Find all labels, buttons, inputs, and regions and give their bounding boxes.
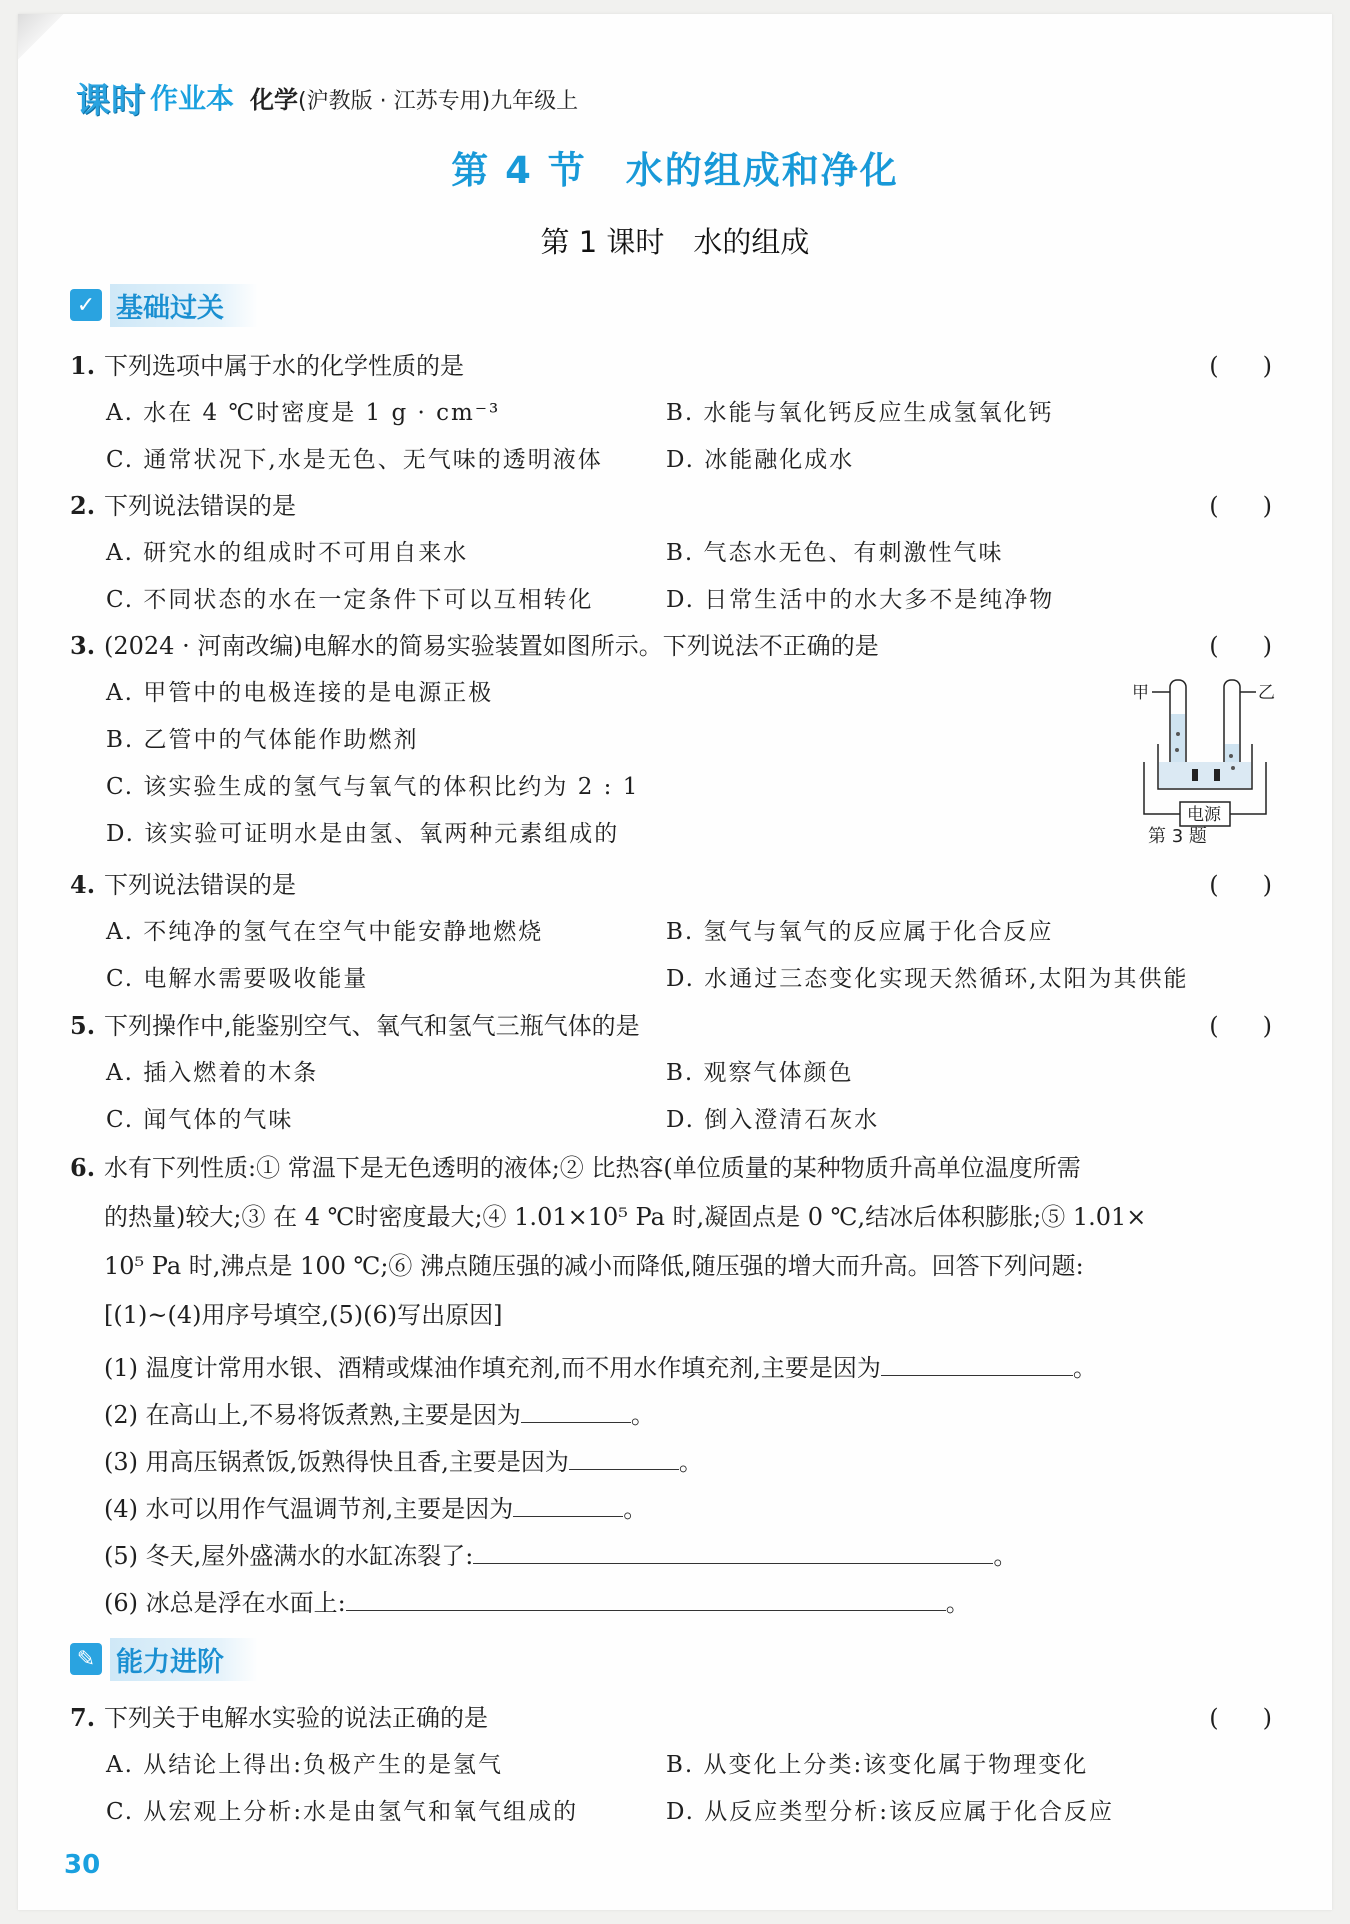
option-d[interactable]: D. 倒入澄清石灰水	[666, 1107, 880, 1133]
answer-blank[interactable]	[569, 1445, 679, 1470]
figure-label-right: 乙	[1258, 683, 1275, 703]
answer-paren[interactable]: ( )	[1209, 352, 1282, 380]
option-c[interactable]: C. 闻气体的气味	[106, 1107, 294, 1133]
option-c[interactable]: C. 不同状态的水在一定条件下可以互相转化	[106, 587, 594, 613]
logo-keshi: 课时	[76, 80, 146, 121]
subquestion-5: (5) 冬天,屋外盛满水的水缸冻裂了: 。	[104, 1539, 1017, 1571]
option-b[interactable]: B. 观察气体颜色	[666, 1060, 854, 1086]
answer-paren[interactable]: ( )	[1209, 1704, 1282, 1732]
section-basic-label: 基础过关	[110, 284, 258, 327]
option-a[interactable]: A. 不纯净的氢气在空气中能安静地燃烧	[106, 919, 544, 945]
question-1-stem: 1. 下列选项中属于水的化学性质的是	[70, 351, 464, 380]
answer-paren[interactable]: ( )	[1209, 492, 1282, 520]
option-d[interactable]: D. 水通过三态变化实现天然循环,太阳为其供能	[666, 966, 1189, 992]
option-a[interactable]: A. 研究水的组成时不可用自来水	[106, 540, 469, 566]
figure-label-left: 甲	[1132, 683, 1149, 703]
pencil-icon: ✎	[70, 1643, 102, 1675]
page-number: 30	[64, 1850, 101, 1880]
answer-blank[interactable]	[473, 1539, 993, 1564]
edition-label: (沪教版 · 江苏专用)九年级上	[298, 88, 579, 114]
logo-zuoyeben: 作业本	[150, 82, 235, 115]
option-c[interactable]: C. 电解水需要吸收能量	[106, 966, 369, 992]
option-a[interactable]: A. 甲管中的电极连接的是电源正极	[106, 680, 494, 706]
question-6-line-3: 10⁵ Pa 时,沸点是 100 ℃;⑥ 沸点随压强的减小而降低,随压强的增大而升高。回答下列问题:	[104, 1252, 1084, 1280]
question-5-stem: 5. 下列操作中,能鉴别空气、氧气和氢气三瓶气体的是	[70, 1011, 640, 1040]
option-c[interactable]: C. 从宏观上分析:水是由氢气和氧气组成的	[106, 1799, 579, 1825]
subquestion-3: (3) 用高压锅煮饭,饭熟得快且香,主要是因为 。	[104, 1445, 703, 1477]
question-4-stem: 4. 下列说法错误的是	[70, 870, 296, 899]
page-corner-fold	[18, 14, 68, 64]
answer-blank[interactable]	[521, 1398, 631, 1423]
option-a[interactable]: A. 从结论上得出:负极产生的是氢气	[106, 1752, 503, 1778]
subquestion-4: (4) 水可以用作气温调节剂,主要是因为 。	[104, 1492, 647, 1524]
option-b[interactable]: B. 从变化上分类:该变化属于物理变化	[666, 1752, 1089, 1778]
subquestion-1: (1) 温度计常用水银、酒精或煤油作填充剂,而不用水作填充剂,主要是因为 。	[104, 1351, 1097, 1383]
answer-paren[interactable]: ( )	[1209, 1012, 1282, 1040]
answer-blank[interactable]	[881, 1351, 1073, 1376]
section-basic	[70, 284, 258, 326]
question-6-line-1: 6. 水有下列性质:① 常温下是无色透明的液体;② 比热容(单位质量的某种物质升高单位温度所需	[70, 1153, 1081, 1182]
question-6-line-2: 的热量)较大;③ 在 4 ℃时密度最大;④ 1.01×10⁵ Pa 时,凝固点是 0 ℃,结冰后体积膨胀;⑤ 1.01×	[104, 1203, 1147, 1231]
section-advanced	[70, 1638, 258, 1680]
option-d[interactable]: D. 冰能融化成水	[666, 447, 855, 473]
header-subject	[250, 80, 578, 115]
option-b[interactable]: B. 乙管中的气体能作助燃剂	[106, 727, 419, 753]
subquestion-6: (6) 冰总是浮在水面上: 。	[104, 1586, 970, 1618]
question-2-stem: 2. 下列说法错误的是	[70, 491, 296, 520]
document-page	[18, 14, 1332, 1910]
question-7-stem: 7. 下列关于电解水实验的说法正确的是	[70, 1703, 488, 1732]
section-advanced-label: 能力进阶	[110, 1638, 258, 1681]
option-c[interactable]: C. 该实验生成的氢气与氧气的体积比约为 2 : 1	[106, 774, 640, 800]
option-b[interactable]: B. 氢气与氧气的反应属于化合反应	[666, 919, 1054, 945]
option-d[interactable]: D. 该实验可证明水是由氢、氧两种元素组成的	[106, 821, 620, 847]
option-d[interactable]: D. 日常生活中的水大多不是纯净物	[666, 587, 1055, 613]
question-6-line-4: [(1)~(4)用序号填空,(5)(6)写出原因]	[104, 1301, 503, 1329]
checkbox-icon: ✓	[70, 289, 102, 321]
answer-blank[interactable]	[513, 1492, 623, 1517]
subquestion-2: (2) 在高山上,不易将饭煮熟,主要是因为 。	[104, 1398, 655, 1430]
option-d[interactable]: D. 从反应类型分析:该反应属于化合反应	[666, 1799, 1114, 1825]
option-b[interactable]: B. 水能与氧化钙反应生成氢氧化钙	[666, 400, 1054, 426]
figure-power-label: 电源	[1187, 805, 1221, 825]
option-a[interactable]: A. 插入燃着的木条	[106, 1060, 319, 1086]
figure-caption: 第 3 题	[1148, 826, 1207, 847]
answer-paren[interactable]: ( )	[1209, 871, 1282, 899]
lesson-title: 第 1 课时 水的组成	[540, 225, 810, 259]
question-3-stem: 3. (2024 · 河南改编)电解水的简易实验装置如图所示。下列说法不正确的是	[70, 631, 879, 660]
answer-paren[interactable]: ( )	[1209, 632, 1282, 660]
book-header	[76, 74, 578, 120]
option-b[interactable]: B. 气态水无色、有刺激性气味	[666, 540, 1004, 566]
option-a[interactable]: A. 水在 4 ℃时密度是 1 g · cm⁻³	[106, 400, 501, 426]
answer-blank[interactable]	[346, 1586, 946, 1611]
chapter-title: 第 4 节 水的组成和净化	[451, 149, 899, 192]
option-c[interactable]: C. 通常状况下,水是无色、无气味的透明液体	[106, 447, 603, 473]
subject-label: 化学	[250, 85, 299, 114]
